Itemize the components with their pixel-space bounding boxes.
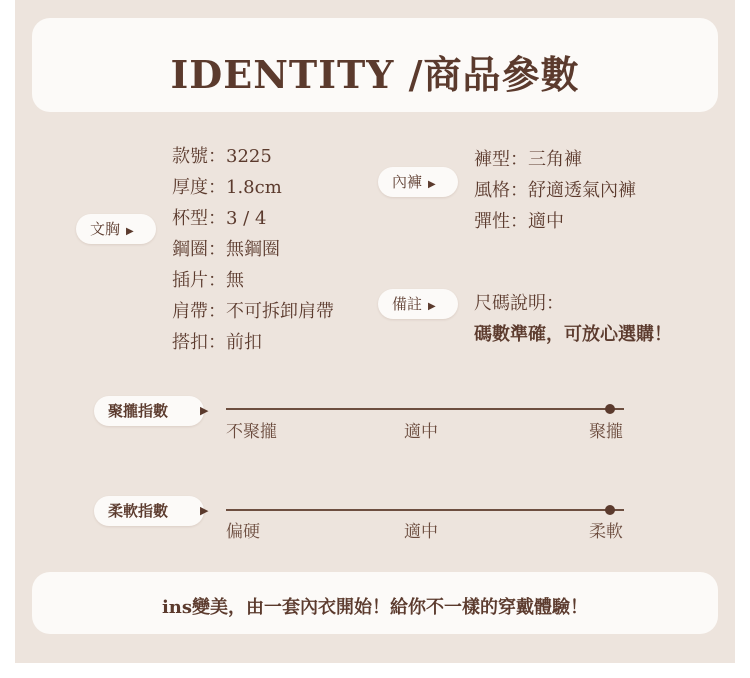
soft-tick-high: 柔軟 (589, 522, 623, 542)
spec-value: 適中 (528, 211, 564, 232)
spec-value: 無 (226, 270, 244, 291)
bra-specs (172, 141, 334, 358)
spec-key: 彈性： (474, 211, 528, 232)
soft-tick-low: 偏硬 (226, 522, 260, 542)
note-label: 備註 (392, 295, 423, 313)
gather-scale-marker (605, 404, 615, 414)
note-text (474, 288, 672, 350)
spec-key: 插片： (172, 270, 226, 291)
spec-value: 3225 (226, 146, 272, 167)
spec-value: 舒適透氣內褲 (528, 180, 636, 201)
panty-label: 內褲 (392, 173, 423, 191)
panty-label-pill (378, 167, 458, 197)
gather-tick-high: 聚攏 (589, 422, 623, 442)
gather-tick-mid: 適中 (404, 422, 438, 442)
soft-scale-pill (94, 496, 204, 526)
note-line: 碼數準確，可放心選購！ (474, 324, 672, 345)
spec-row (172, 234, 334, 265)
footer-card (32, 572, 718, 634)
page-title: IDENTITY /商品參數 (170, 52, 580, 97)
gather-scale-label: 聚攏指數 (108, 402, 169, 420)
gather-tick-low: 不聚攏 (226, 422, 277, 442)
footer-slogan: ins變美，由一套內衣開始！給你不一樣的穿戴體驗！ (161, 597, 589, 618)
arrow-right-icon: ▶ (200, 404, 209, 417)
spec-row (172, 327, 334, 358)
spec-row (474, 206, 636, 237)
spec-value: 三角褲 (528, 149, 582, 170)
gather-scale-pill (94, 396, 204, 426)
spec-value: 3 / 4 (226, 208, 267, 229)
spec-key: 厚度： (172, 177, 226, 198)
soft-scale-label: 柔軟指數 (108, 502, 169, 520)
spec-row (172, 172, 334, 203)
spec-row (474, 144, 636, 175)
arrow-right-icon: ▶ (200, 504, 209, 517)
spec-key: 風格： (474, 180, 528, 201)
spec-key: 鋼圈： (172, 239, 226, 260)
bra-label-pill (76, 214, 156, 244)
spec-value: 前扣 (226, 332, 262, 353)
note-label-pill (378, 289, 458, 319)
soft-tick-mid: 適中 (404, 522, 438, 542)
spec-value: 1.8cm (226, 177, 282, 198)
arrow-right-icon: ▶ (126, 226, 134, 237)
spec-key: 搭扣： (172, 332, 226, 353)
spec-value: 不可拆卸肩帶 (226, 301, 334, 322)
spec-row (172, 296, 334, 327)
soft-scale-marker (605, 505, 615, 515)
arrow-right-icon: ▶ (428, 179, 436, 190)
spec-key: 款號： (172, 146, 226, 167)
title-card (32, 18, 718, 112)
arrow-right-icon: ▶ (428, 301, 436, 312)
spec-row (172, 203, 334, 234)
spec-row (172, 265, 334, 296)
note-line: 尺碼說明： (474, 293, 564, 314)
spec-key: 褲型： (474, 149, 528, 170)
spec-key: 杯型： (172, 208, 226, 229)
spec-value: 無鋼圈 (226, 239, 280, 260)
spec-key: 肩帶： (172, 301, 226, 322)
spec-row (172, 141, 334, 172)
gather-scale-track (226, 408, 624, 410)
bra-label: 文胸 (90, 220, 121, 238)
panty-specs (474, 144, 636, 237)
soft-scale-track (226, 509, 624, 511)
spec-row (474, 175, 636, 206)
